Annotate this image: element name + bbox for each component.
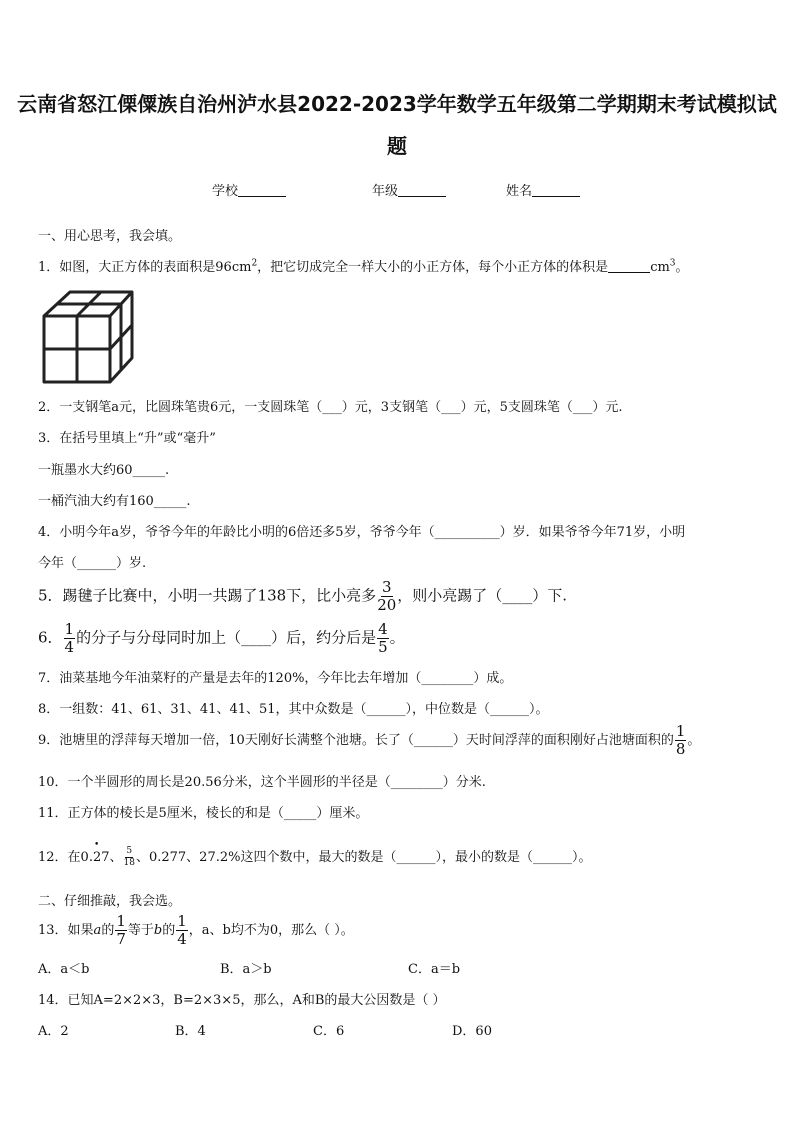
q14-option-a[interactable]: A．2 [38, 1024, 69, 1039]
question-6 [38, 622, 405, 655]
question-11: 11．正方体的棱长是5厘米，棱长的和是（_____）厘米。 [38, 806, 369, 821]
question-3-item-2: 一桶汽油大约有160_____. [38, 494, 191, 509]
q13-var-a: a [93, 923, 102, 938]
q6-denominator-2: 5 [378, 638, 388, 656]
question-4-continued: 今年（______）岁. [38, 556, 147, 571]
school-blank[interactable] [238, 182, 286, 197]
q12-fraction [124, 847, 135, 868]
q6-prefix: 6． [38, 628, 63, 647]
q13-option-a[interactable]: A．a＜b [38, 962, 90, 977]
q13-fraction-1 [115, 914, 127, 947]
question-14: 14．已知A=2×2×3，B=2×3×5，那么，A和B的最大公因数是（ ） [38, 993, 446, 1008]
question-10: 10．一个半圆形的周长是20.56分米，这个半圆形的半径是（________）分米. [38, 775, 486, 790]
q1-end: 。 [675, 260, 689, 275]
question-1 [38, 256, 689, 275]
q1-answer-blank[interactable] [608, 258, 650, 273]
q13-numerator-2: 1 [177, 912, 187, 930]
q13-fraction-2 [176, 914, 188, 947]
cube-figure [40, 286, 136, 386]
question-13 [38, 914, 354, 947]
q9-text-a: 9．池塘里的浮萍每天增加一倍，10天刚好长满整个池塘。长了（______）天时间浮萍的面积刚好占池塘面积的 [38, 733, 674, 748]
section-1-heading: 一、用心思考，我会填。 [38, 229, 182, 244]
question-12 [38, 846, 591, 868]
school-field [212, 180, 286, 199]
q1-area-exp: 2 [251, 258, 258, 269]
q13-option-c[interactable]: C．a＝b [408, 962, 461, 977]
q12-text-d: 、0.277、27.2%这四个数中，最大的数是（______），最小的数是（______）。 [135, 850, 592, 865]
q12-text-a: 12．在0. [38, 850, 93, 865]
q1-text-b: ，把它切成完全一样大小的小正方体，每个小正方体的体积是 [257, 260, 609, 275]
q6-fraction-1 [64, 622, 76, 655]
q13-text-d: 的 [162, 923, 176, 938]
q13-option-b[interactable]: B．a＞b [220, 962, 272, 977]
q14-option-c[interactable]: C．6 [313, 1024, 345, 1039]
q6-fraction-2 [377, 622, 389, 655]
question-2: 2．一支钢笔a元，比圆珠笔贵6元，一支圆珠笔（___）元，3支钢笔（___）元，5支圆珠笔（___）元. [38, 400, 623, 415]
grade-field [372, 180, 446, 199]
page-title: 云南省怒江傈僳族自治州泸水县2022-2023学年数学五年级第二学期期末考试模拟试 [17, 92, 777, 116]
q5-text-b: ，则小亮踢了（____）下. [397, 586, 568, 605]
name-blank[interactable] [532, 182, 580, 197]
q1-unit: cm [650, 260, 670, 275]
q13-text-b: 的 [101, 923, 115, 938]
name-label: 姓名 [506, 184, 533, 199]
q9-end: 。 [687, 733, 701, 748]
q5-numerator: 3 [381, 578, 392, 596]
q13-denominator-1: 7 [116, 930, 126, 948]
q5-fraction [377, 580, 396, 613]
q6-text-a: 的分子与分母同时加上（____）后，约分后是 [76, 628, 377, 647]
q9-fraction [675, 724, 687, 757]
q9-numerator: 1 [675, 722, 686, 740]
q12-denominator: 18 [123, 858, 135, 868]
q6-numerator-1: 1 [64, 620, 75, 638]
q13-text-a: 13．如果 [38, 923, 94, 938]
school-label: 学校 [212, 184, 239, 199]
question-7: 7．油菜基地今年油菜籽的产量是去年的120%，今年比去年增加（________）成。 [38, 671, 513, 686]
q5-denominator: 20 [377, 596, 397, 614]
question-3: 3．在括号里填上“升”或“毫升” [38, 431, 216, 446]
question-8: 8．一组数：41、61、31、41、41、51，其中众数是（______），中位数是（______）。 [38, 702, 549, 717]
q1-text-a: 1．如图，大正方体的表面积是 [38, 260, 216, 275]
section-2-heading: 二、仔细推敲，我会选。 [38, 894, 182, 909]
q9-denominator: 8 [675, 740, 686, 758]
question-5 [38, 580, 567, 613]
name-field [506, 180, 580, 199]
q13-text-e: ，a、b均不为0，那么（ ）。 [188, 923, 354, 938]
q13-denominator-2: 4 [177, 930, 187, 948]
q5-text-a: 5．踢毽子比赛中，小明一共踢了138下，比小亮多 [38, 586, 377, 605]
page-title-continued: 题 [387, 134, 407, 158]
q12-numerator: 5 [126, 846, 133, 856]
grade-blank[interactable] [398, 182, 446, 197]
q12-repeating-digits: • 27 [93, 850, 110, 865]
q6-denominator-1: 4 [64, 638, 75, 656]
q6-end: 。 [389, 628, 405, 647]
grade-label: 年级 [372, 184, 399, 199]
q1-unit-exp: 3 [669, 258, 676, 269]
q13-text-c: 等于 [127, 923, 154, 938]
question-4: 4．小明今年a岁，爷爷今年的年龄比小明的6倍还多5岁，爷爷今年（__________）岁．如果爷爷今年71岁，小明 [38, 525, 686, 540]
q12-separator: 、 [109, 850, 123, 865]
question-3-item-1: 一瓶墨水大约60_____. [38, 463, 170, 478]
q14-option-b[interactable]: B．4 [175, 1024, 206, 1039]
q13-var-b: b [153, 923, 163, 938]
q14-option-d[interactable]: D．60 [452, 1024, 492, 1039]
q6-numerator-2: 4 [378, 620, 388, 638]
question-9 [38, 724, 700, 757]
q1-area: 96cm [215, 260, 252, 275]
q13-numerator-1: 1 [116, 912, 126, 930]
